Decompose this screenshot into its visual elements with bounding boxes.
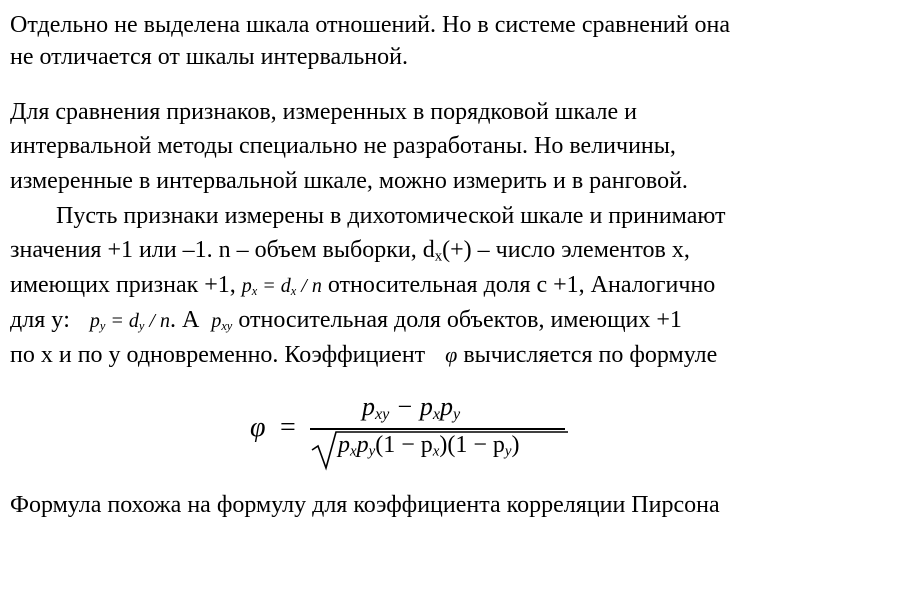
text-line <box>10 340 717 370</box>
text-line <box>10 305 682 336</box>
text-fragment: относительная доля объектов, имеющих +1 <box>232 307 682 333</box>
text-line: Для сравнения признаков, измеренных в порядковой шкале и <box>10 99 637 125</box>
text-line: не отличается от шкалы интервальной. <box>10 44 408 70</box>
formula-px: $p_x = d_x / n$ <box>241 275 322 299</box>
text-line: Пусть признаки измерены в дихотомической шкале и принимают <box>56 203 726 229</box>
subscript: x <box>434 248 443 265</box>
text-line: интервальной методы специально не разработаны. Но величины, <box>10 133 676 159</box>
phi-symbol: φ <box>250 412 266 443</box>
phi-symbol: φ <box>445 342 458 367</box>
text-line <box>10 270 715 301</box>
text-fragment: вычисляется по формуле <box>457 342 718 368</box>
text-fragment: (+) – число элементов x, <box>442 237 690 263</box>
text-fragment: для y: <box>10 307 70 333</box>
text-line: Отдельно не выделена шкала отношений. Но в системе сравнений она <box>10 12 730 38</box>
text-line <box>10 235 690 265</box>
text-line: измеренные в интервальной шкале, можно измерить и в ранговой. <box>10 168 688 194</box>
formula-denominator: $p_xp_y(1 - p_x)(1 - p_y)$ <box>310 428 570 468</box>
text-fragment: значения +1 или –1. n – объем выборки, d <box>10 237 435 263</box>
formula-py: $p_y = d_y / n$ <box>89 310 170 334</box>
footer-text: Формула похожа на формулу для коэффициента корреляции Пирсона <box>10 492 720 518</box>
formula-pxy: $p_{xy}$ <box>211 310 233 334</box>
equals-sign: = <box>280 412 296 443</box>
correlation-formula <box>250 392 570 472</box>
text-fragment: . А <box>169 307 200 333</box>
text-fragment: относительная доля с +1, Аналогично <box>321 272 716 298</box>
text-fragment: имеющих признак +1, <box>10 272 236 298</box>
text-fragment: по x и по y одновременно. Коэффициент <box>10 342 426 368</box>
formula-numerator: $p_{xy} - p_xp_y$ <box>362 392 461 424</box>
